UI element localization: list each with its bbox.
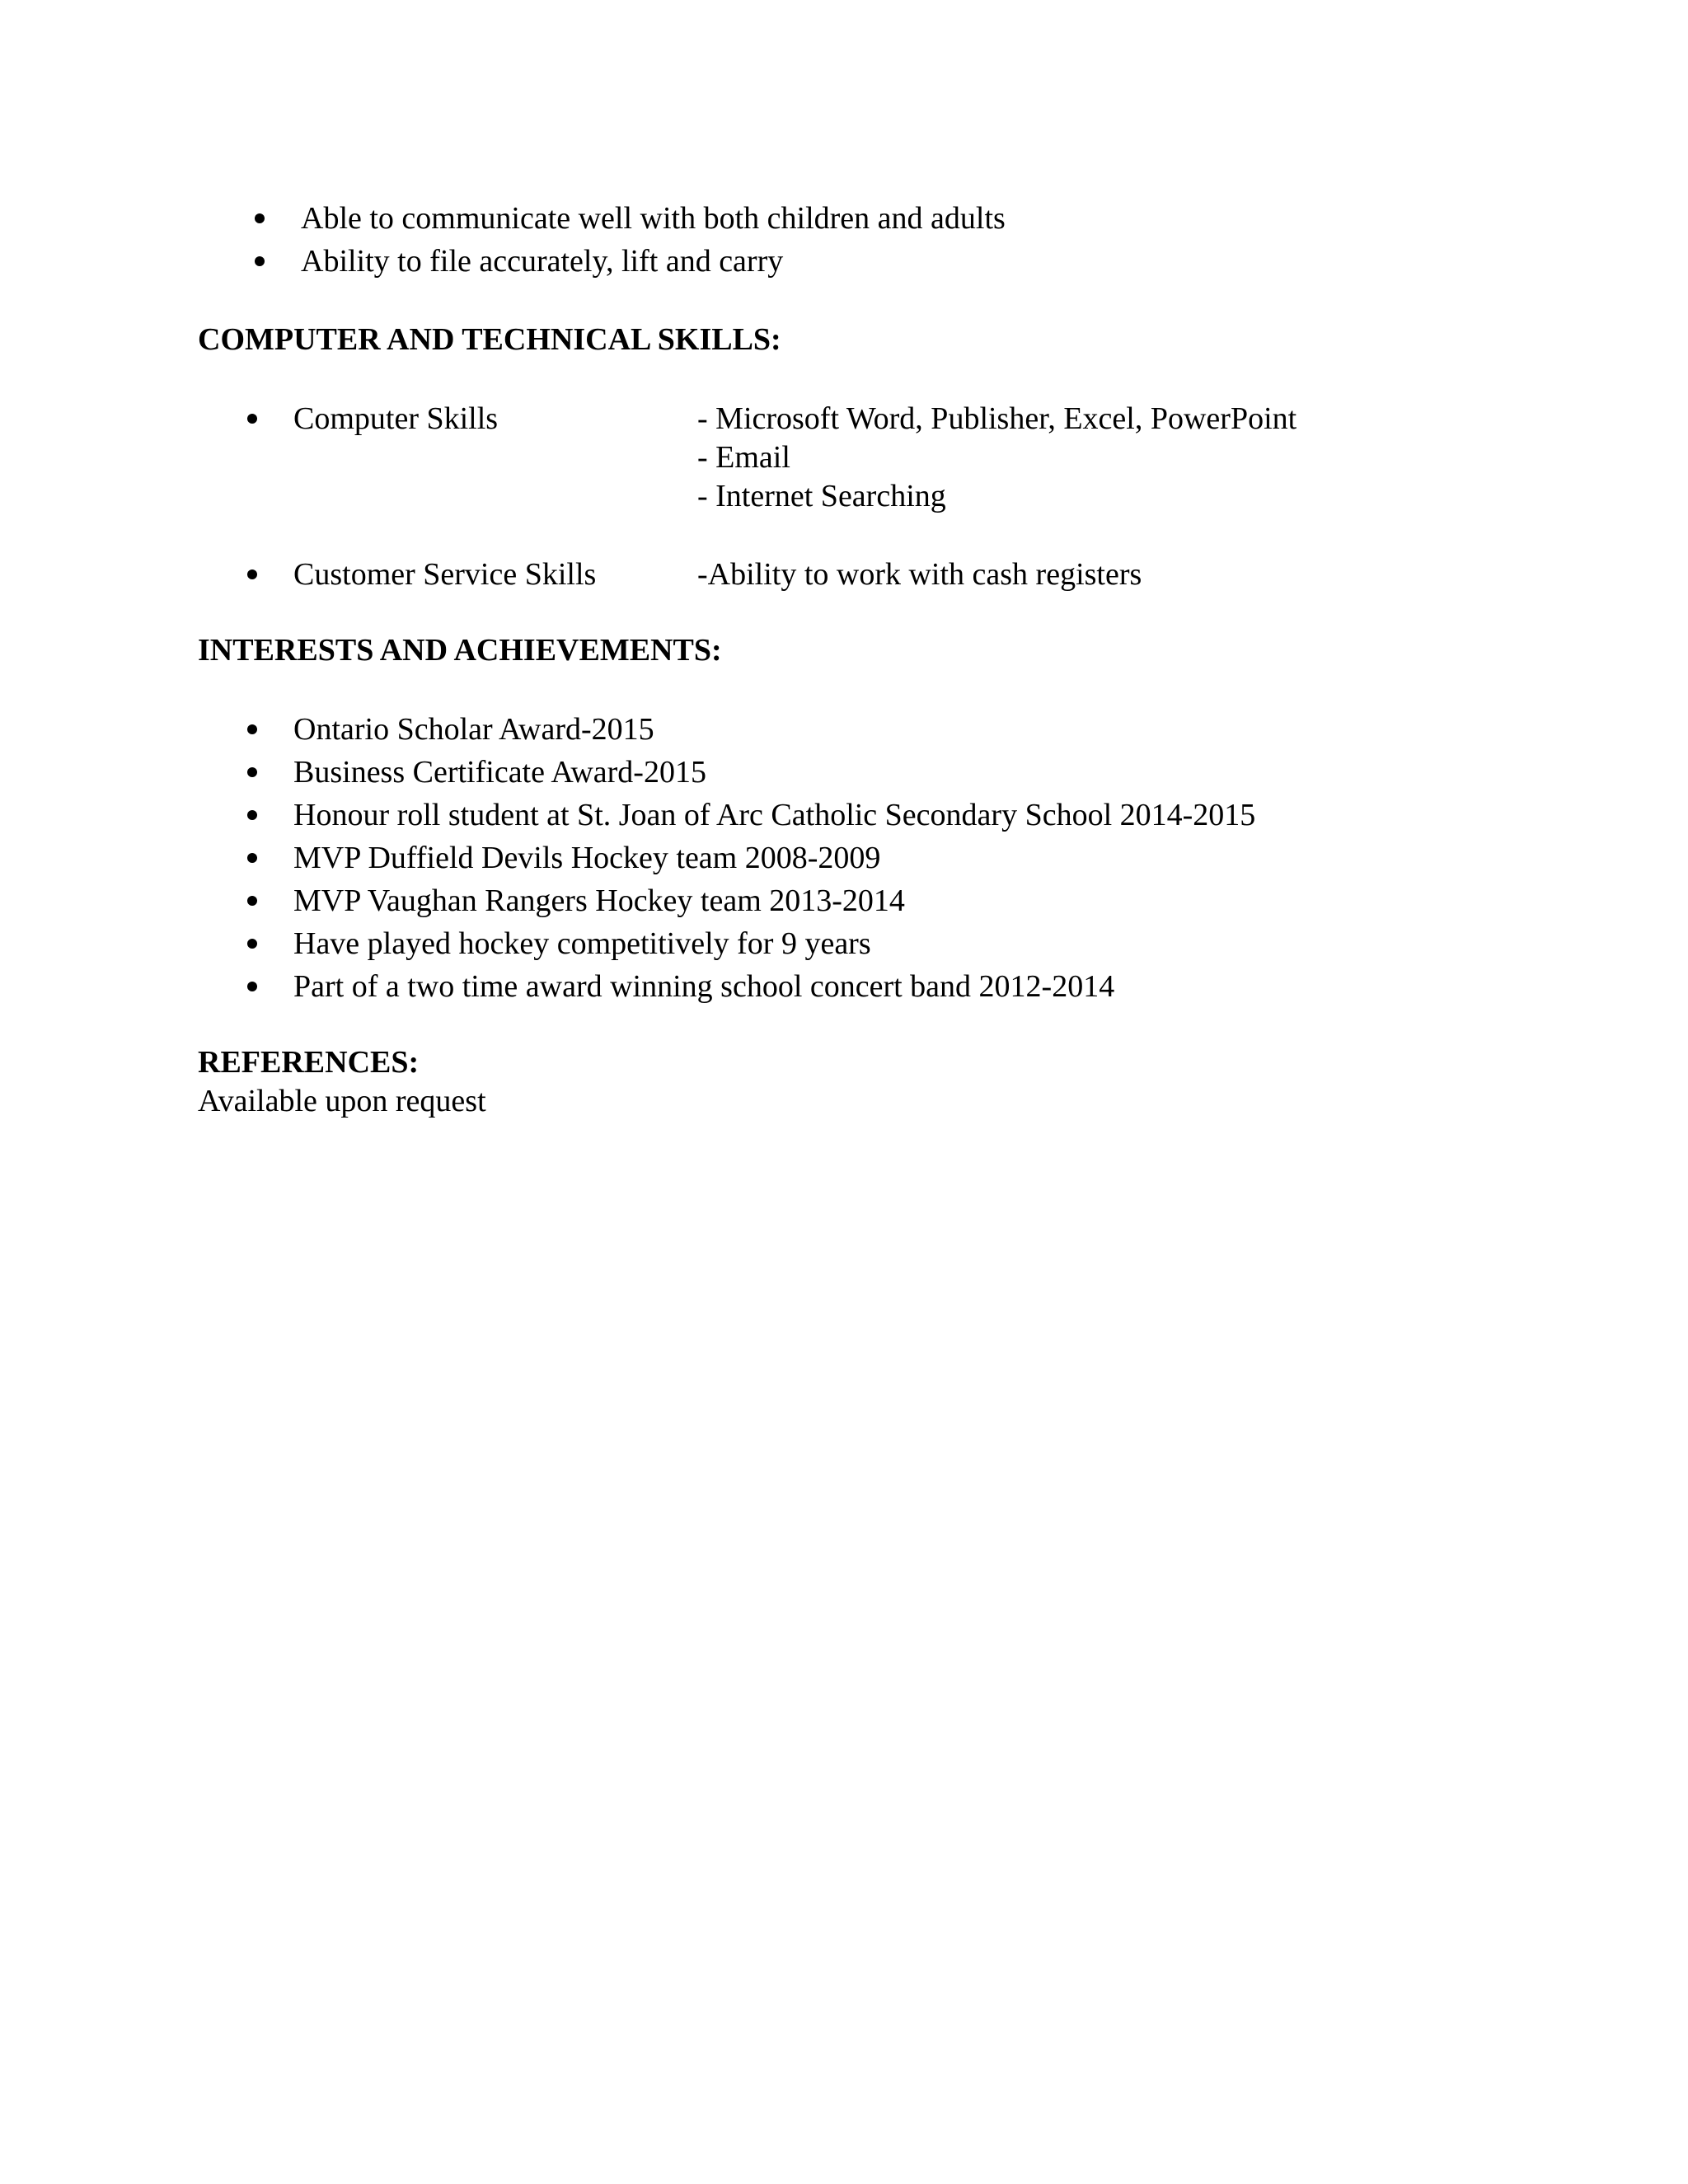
bullet-icon <box>247 853 257 863</box>
bullet-icon <box>247 939 257 949</box>
bullet-icon <box>255 213 265 223</box>
bullet-icon <box>247 724 257 734</box>
bullet-icon <box>247 896 257 906</box>
references-heading: REFERENCES: <box>198 1045 420 1080</box>
bullet-icon <box>255 256 265 266</box>
interest-item-6: Have played hockey competitively for 9 years <box>293 926 871 961</box>
computer-skills-detail-1: - Microsoft Word, Publisher, Excel, PowerPoint <box>697 401 1297 436</box>
interest-item-1: Ontario Scholar Award-2015 <box>293 712 654 747</box>
intro-bullet-1: Able to communicate well with both children and adults <box>301 201 1006 236</box>
computer-skills-detail-2: - Email <box>697 440 790 475</box>
bullet-icon <box>247 569 257 579</box>
customer-service-label: Customer Service Skills <box>293 557 597 592</box>
interest-item-3: Honour roll student at St. Joan of Arc Catholic Secondary School 2014-2015 <box>293 798 1256 832</box>
computer-skills-label: Computer Skills <box>293 401 499 436</box>
customer-service-detail-1: -Ability to work with cash registers <box>697 557 1142 592</box>
interests-heading: INTERESTS AND ACHIEVEMENTS: <box>198 633 722 668</box>
interest-item-7: Part of a two time award winning school concert band 2012-2014 <box>293 969 1115 1004</box>
computer-skills-heading: COMPUTER AND TECHNICAL SKILLS: <box>198 322 781 357</box>
bullet-icon <box>247 767 257 777</box>
bullet-icon <box>247 414 257 424</box>
references-text: Available upon request <box>198 1084 486 1118</box>
computer-skills-detail-3: - Internet Searching <box>697 479 946 513</box>
bullet-icon <box>247 810 257 820</box>
interest-item-5: MVP Vaughan Rangers Hockey team 2013-2014 <box>293 883 905 918</box>
intro-bullet-2: Ability to file accurately, lift and carry <box>301 244 784 279</box>
bullet-icon <box>247 982 257 991</box>
interest-item-2: Business Certificate Award-2015 <box>293 755 706 790</box>
interest-item-4: MVP Duffield Devils Hockey team 2008-2009 <box>293 841 881 875</box>
